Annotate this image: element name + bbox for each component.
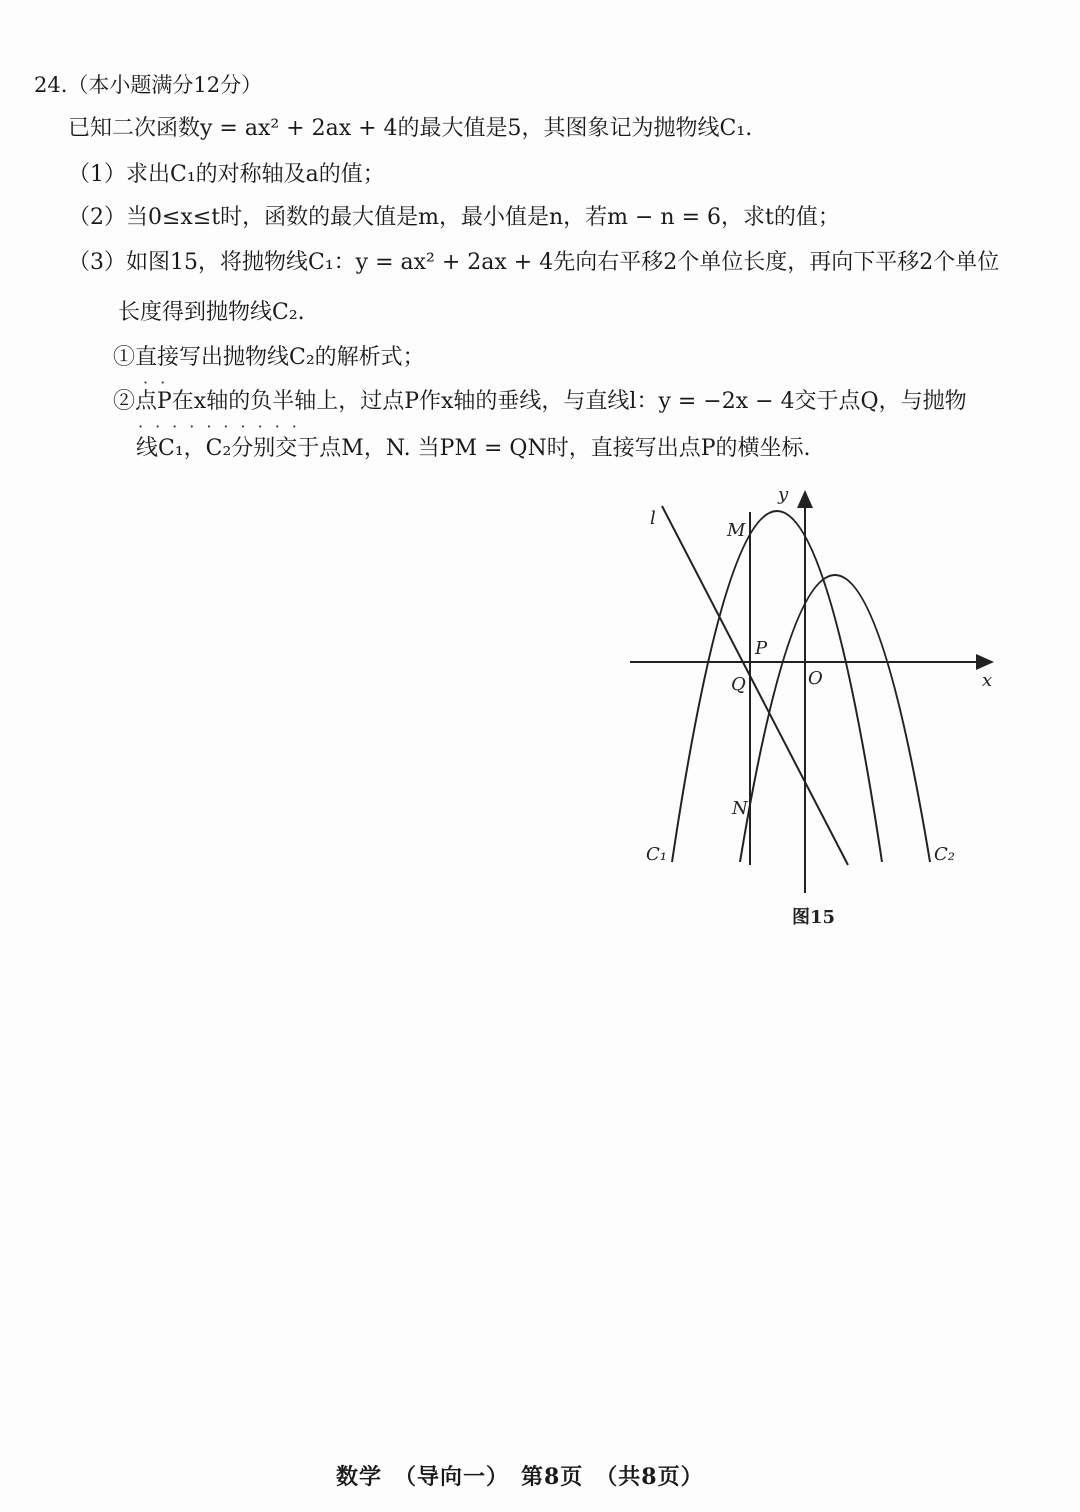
sub-question-2-line-2: 线C₁，C₂分别交于点M，N. 当PM = QN时，直接写出点P的横坐标. xyxy=(136,436,811,461)
question-intro: 已知二次函数y = ax² + 2ax + 4的最大值是5，其图象记为抛物线C₁. xyxy=(68,116,753,141)
curve-c1-label: C₁ xyxy=(646,844,667,865)
part-1: （1）求出C₁的对称轴及a的值； xyxy=(68,162,385,187)
point-p-label: P xyxy=(755,638,768,659)
sub-question-1: ①直接写出抛物线C₂的解析式； xyxy=(113,345,425,370)
line-l-label: l xyxy=(650,508,656,529)
y-axis-label: y xyxy=(778,484,789,505)
parabola-c1 xyxy=(672,511,882,862)
emphasis-dots: ·· xyxy=(143,373,178,392)
point-m-label: M xyxy=(727,520,746,541)
page-footer: 数学 （导向一） 第8页 （共8页） xyxy=(336,1464,704,1490)
question-header: 24.（本小题满分12分） xyxy=(34,73,263,97)
origin-label: O xyxy=(808,668,823,689)
part-2: （2）当0≤x≤t时，函数的最大值是m，最小值是n，若m − n = 6，求t的值； xyxy=(68,205,840,230)
point-q-label: Q xyxy=(731,674,746,695)
emphasis-dots: ·········· xyxy=(138,417,309,436)
curve-c2-label: C₂ xyxy=(934,844,955,865)
figure-caption: 图15 xyxy=(792,907,836,928)
part-3-line-2: 长度得到抛物线C₂. xyxy=(118,300,305,325)
figure-15 xyxy=(600,470,1020,940)
sub-question-2-line-1: ②点P在x轴的负半轴上，过点P作x轴的垂线，与直线l：y = −2x − 4交于点Q，与抛物 xyxy=(113,389,967,414)
point-n-label: N xyxy=(732,798,748,819)
x-axis-label: x xyxy=(982,670,993,691)
part-3-line-1: （3）如图15，将抛物线C₁：y = ax² + 2ax + 4先向右平移2个单位长度，再向下平移2个单位 xyxy=(68,250,1000,275)
